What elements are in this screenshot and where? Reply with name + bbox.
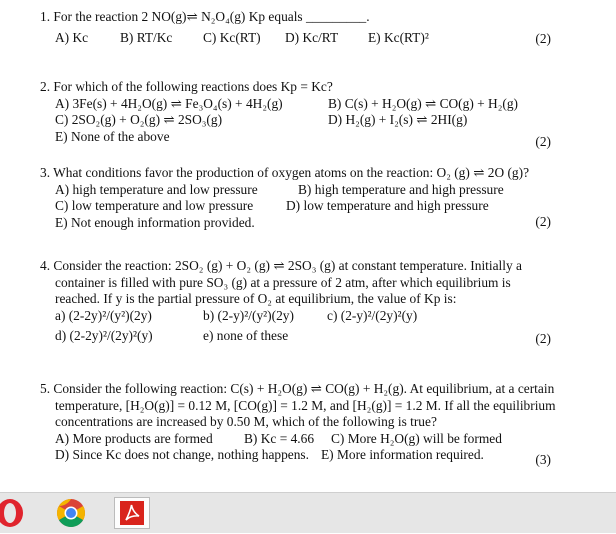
q4-row-1 — [40, 308, 595, 325]
question-5 — [40, 381, 595, 467]
q1-option-b[interactable]: B) RT/Kc — [120, 29, 173, 45]
opera-icon[interactable] — [0, 497, 28, 529]
q4-option-b[interactable]: b) (2-y)²/(y²)(2y) — [203, 307, 294, 323]
question-1-options — [40, 30, 595, 47]
q3-row-2 — [40, 198, 595, 215]
acrobat-logo — [115, 498, 149, 528]
q4-option-e[interactable]: e) none of these — [203, 328, 289, 343]
chrome-icon[interactable] — [53, 497, 89, 529]
q3-option-e[interactable]: E) Not enough information provided. — [55, 214, 255, 230]
q2-option-a[interactable]: A) 3Fe(s) + 4H₂O(g) ⇌ Fe₃O₄(s) + 4H₂(g) — [55, 95, 283, 111]
question-5-stem: 5. Consider the following reaction: C(s) + H₂O(g) ⇌ CO(g) + H₂(g). At equilibrium, at a certain temperature, [H₂O(g)] = 0.12 M, [CO(g)] = 1.2 M, and [H₂(g)] = 1.2 M. If all the equilibrium concentrations are increased by 0.50 M, which of the following is true? — [40, 381, 556, 429]
question-1 — [40, 9, 595, 46]
acrobat-icon[interactable] — [114, 497, 150, 529]
q2-option-e[interactable]: E) None of the above — [55, 128, 170, 144]
question-3-points: (2) — [535, 214, 551, 229]
q1-option-d[interactable]: D) Kc/RT — [285, 29, 339, 45]
q1-option-e[interactable]: E) Kc(RT)² — [368, 29, 429, 45]
question-3-stem: 3. What conditions favor the production of oxygen atoms on the reaction: O₂ (g) ⇌ 2O (g)? — [40, 165, 530, 180]
q1-option-a[interactable]: A) Kc — [55, 29, 89, 45]
q5-option-e[interactable]: E) More information required. — [321, 447, 484, 462]
q5-row-2 — [40, 447, 595, 464]
question-4-stem: 4. Consider the reaction: 2SO₂ (g) + O₂ (g) ⇌ 2SO₃ (g) at constant temperature. Initially a container is filled with pure SO₃ (g) at a pressure of 2 atm, after which equilibrium is reached. If y is the partial pressure of O₂ at equilibrium, the value of Kp is: — [40, 258, 522, 306]
q5-option-b[interactable]: B) Kc = 4.66 — [244, 430, 315, 446]
opera-logo — [0, 497, 28, 529]
q2-option-d[interactable]: D) H₂(g) + I₂(s) ⇌ 2HI(g) — [328, 112, 468, 127]
q1-option-c[interactable]: C) Kc(RT) — [203, 29, 261, 45]
question-4-points: (2) — [535, 331, 551, 346]
question-2 — [40, 79, 595, 149]
taskbar — [0, 492, 616, 533]
q4-option-a[interactable]: a) (2-2y)²/(y²)(2y) — [55, 307, 152, 323]
q2-option-b[interactable]: B) C(s) + H₂O(g) ⇌ CO(g) + H₂(g) — [328, 95, 518, 111]
q2-option-c[interactable]: C) 2SO₂(g) + O₂(g) ⇌ 2SO₃(g) — [55, 112, 223, 127]
q3-option-c[interactable]: C) low temperature and low pressure — [55, 198, 254, 213]
q2-row-1 — [40, 96, 595, 113]
chrome-logo — [53, 497, 89, 529]
q5-row-1 — [40, 431, 595, 448]
q3-option-d[interactable]: D) low temperature and high pressure — [286, 198, 489, 213]
q2-row-3 — [40, 129, 595, 146]
q3-option-a[interactable]: A) high temperature and low pressure — [55, 181, 258, 197]
q4-option-c[interactable]: c) (2-y)²/(2y)²(y) — [327, 307, 418, 323]
question-3 — [40, 165, 595, 231]
q3-option-b[interactable]: B) high temperature and high pressure — [298, 181, 504, 197]
q5-option-d[interactable]: D) Since Kc does not change, nothing happens. — [55, 447, 309, 462]
question-5-points: (3) — [535, 452, 551, 467]
question-1-points: (2) — [535, 31, 551, 46]
q5-option-c[interactable]: C) More H₂O(g) will be formed — [331, 430, 502, 446]
q3-row-3 — [40, 215, 595, 232]
question-2-stem: 2. For which of the following reactions does Kp = Kc? — [40, 79, 333, 94]
q4-option-d[interactable]: d) (2-2y)²/(2y)²(y) — [55, 328, 153, 343]
q4-row-2 — [40, 328, 595, 345]
question-1-stem: 1. For the reaction 2 NO(g)⇌ N₂O₄(g) Kp equals _________. — [40, 9, 370, 24]
question-4 — [40, 258, 595, 345]
question-2-points: (2) — [535, 134, 551, 149]
q2-row-2 — [40, 112, 595, 129]
q5-option-a[interactable]: A) More products are formed — [55, 430, 213, 446]
q3-row-1 — [40, 182, 595, 199]
